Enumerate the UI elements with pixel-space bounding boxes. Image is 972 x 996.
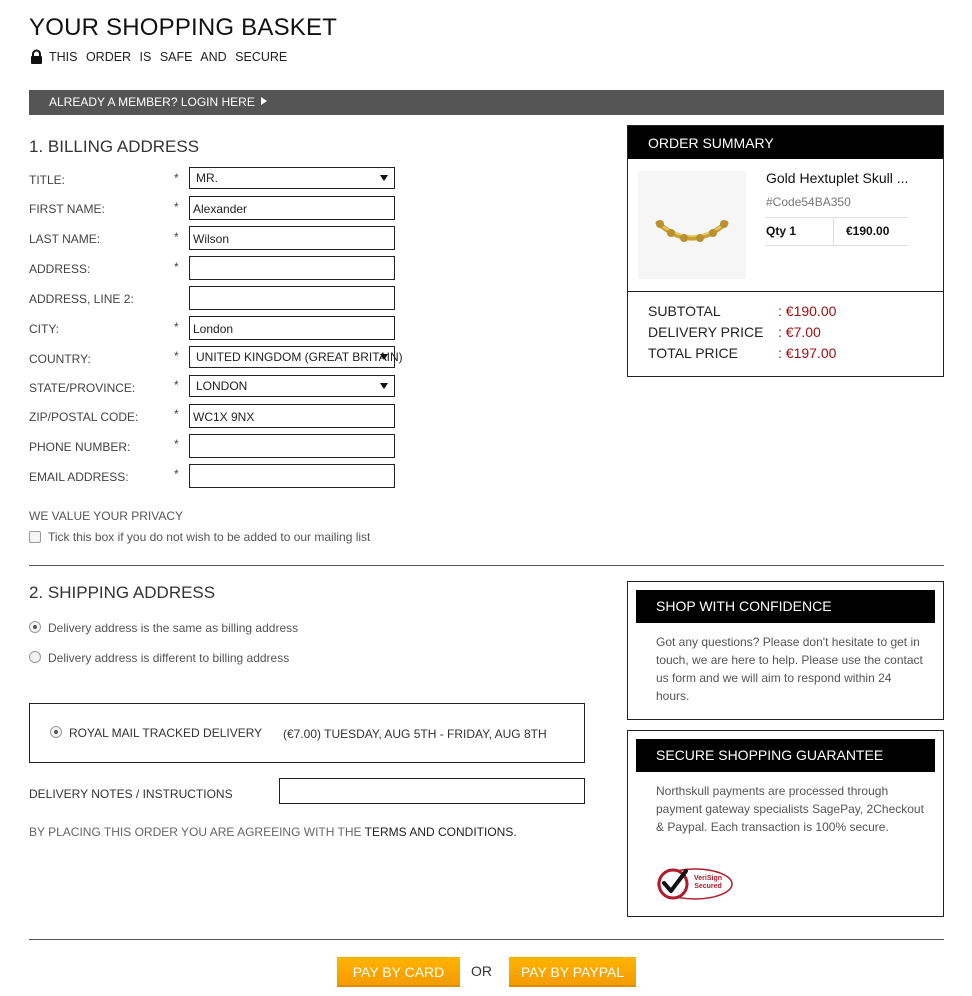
- country-label: COUNTRY:: [29, 352, 91, 366]
- required-mark: *: [174, 260, 179, 274]
- secure-text: THIS ORDER IS SAFE AND SECURE: [49, 50, 288, 64]
- verisign-badge[interactable]: [656, 867, 734, 901]
- royal-mail-radio[interactable]: [50, 726, 62, 738]
- pay-by-card-button[interactable]: PAY BY CARD: [337, 957, 460, 987]
- order-summary: [627, 125, 944, 377]
- terms-link[interactable]: TERMS AND CONDITIONS.: [364, 825, 517, 839]
- mailing-list-label: Tick this box if you do not wish to be added to our mailing list: [48, 530, 371, 544]
- pay-by-paypal-button[interactable]: PAY BY PAYPAL: [509, 957, 636, 987]
- email-label: EMAIL ADDRESS:: [29, 470, 129, 484]
- state-select[interactable]: [189, 375, 395, 397]
- address2-label: ADDRESS, LINE 2:: [29, 292, 134, 306]
- verisign-line2: Secured: [694, 883, 722, 890]
- product-image[interactable]: [638, 171, 746, 279]
- required-mark: *: [174, 320, 179, 334]
- subtotal-value: : €190.00: [778, 303, 837, 319]
- order-summary-title: ORDER SUMMARY: [628, 126, 943, 159]
- delivery-price-label: DELIVERY PRICE: [648, 324, 764, 340]
- bracelet-icon: [638, 171, 746, 279]
- subtotal-label: SUBTOTAL: [648, 303, 721, 319]
- required-mark: *: [174, 200, 179, 214]
- or-separator: OR: [471, 963, 492, 979]
- summary-divider: [628, 291, 943, 292]
- section-divider: [29, 565, 944, 566]
- same-address-label: Delivery address is the same as billing address: [48, 621, 299, 635]
- guarantee-box: [627, 730, 944, 917]
- qty-price-divider: [833, 218, 834, 245]
- country-select[interactable]: [189, 346, 403, 368]
- product-name[interactable]: Gold Hextuplet Skull ...: [766, 170, 909, 186]
- total-price-label: TOTAL PRICE: [648, 345, 738, 361]
- city-label: CITY:: [29, 322, 60, 336]
- confidence-box: [627, 581, 944, 720]
- last-name-label: LAST NAME:: [29, 232, 101, 246]
- required-mark: *: [174, 467, 179, 481]
- product-price: €190.00: [846, 224, 890, 238]
- required-mark: *: [174, 230, 179, 244]
- different-address-radio[interactable]: [29, 651, 41, 663]
- confidence-text: Got any questions? Please don't hesitate to get in touch, we are here to help. Please use the contact us form and we will aim to respond within 24 hours.: [656, 635, 923, 703]
- page-title: YOUR SHOPPING BASKET: [29, 14, 338, 41]
- delivery-price-value: : €7.00: [778, 324, 821, 340]
- title-select-value: MR.: [196, 171, 218, 185]
- required-mark: *: [174, 407, 179, 421]
- delivery-method-box: [29, 703, 585, 763]
- required-mark: *: [174, 171, 179, 185]
- caret-down-icon: [380, 383, 388, 389]
- lock-icon: [30, 50, 43, 64]
- product-code: #Code54BA350: [766, 195, 851, 209]
- last-name-field[interactable]: Wilson: [189, 226, 395, 250]
- delivery-method-detail: (€7.00) TUESDAY, AUG 5TH - FRIDAY, AUG 8TH: [283, 727, 547, 741]
- email-field[interactable]: [189, 464, 395, 488]
- product-qty: Qty 1: [766, 224, 797, 238]
- address2-field[interactable]: [189, 286, 395, 310]
- phone-field[interactable]: [189, 434, 395, 458]
- footer-divider: [29, 939, 944, 940]
- terms-prefix: BY PLACING THIS ORDER YOU ARE AGREEING WITH THE: [29, 825, 365, 839]
- delivery-notes-label: DELIVERY NOTES / INSTRUCTIONS: [29, 787, 233, 801]
- privacy-title: WE VALUE YOUR PRIVACY: [29, 509, 184, 523]
- caret-down-icon: [380, 354, 388, 360]
- delivery-method-name: ROYAL MAIL TRACKED DELIVERY: [69, 726, 263, 740]
- arrow-right-icon: [261, 97, 267, 105]
- verisign-line1: VeriSign: [693, 875, 722, 882]
- verisign-label: [691, 875, 725, 891]
- secure-notice: [30, 50, 287, 64]
- title-select[interactable]: [189, 167, 395, 189]
- product-divider: [766, 217, 908, 218]
- required-mark: *: [174, 378, 179, 392]
- required-mark: *: [174, 437, 179, 451]
- state-label: STATE/PROVINCE:: [29, 381, 136, 395]
- same-address-radio[interactable]: [29, 621, 41, 633]
- caret-down-icon: [380, 175, 388, 181]
- zip-label: ZIP/POSTAL CODE:: [29, 410, 139, 424]
- guarantee-title: SECURE SHOPPING GUARANTEE: [636, 739, 935, 772]
- different-address-label: Delivery address is different to billing address: [48, 651, 290, 665]
- confidence-title: SHOP WITH CONFIDENCE: [636, 590, 935, 623]
- member-login-label: ALREADY A MEMBER? LOGIN HERE: [49, 95, 255, 109]
- address-label: ADDRESS:: [29, 262, 91, 276]
- product-divider: [766, 245, 908, 246]
- first-name-label: FIRST NAME:: [29, 202, 105, 216]
- total-price-value: : €197.00: [778, 345, 837, 361]
- address-field[interactable]: [189, 256, 395, 280]
- billing-title: 1. BILLING ADDRESS: [29, 137, 200, 156]
- member-login-link[interactable]: [29, 90, 944, 115]
- title-label: TITLE:: [29, 173, 66, 187]
- first-name-field[interactable]: Alexander: [189, 196, 395, 220]
- terms-notice: [29, 825, 517, 839]
- state-select-value: LONDON: [196, 379, 248, 393]
- phone-label: PHONE NUMBER:: [29, 440, 131, 454]
- city-field[interactable]: London: [189, 316, 395, 340]
- zip-field[interactable]: WC1X 9NX: [189, 404, 395, 428]
- guarantee-text: Northskull payments are processed through payment gateway specialists SagePay, 2Checkout & Paypal. Each transaction is 100% secure.: [656, 784, 924, 834]
- shipping-title: 2. SHIPPING ADDRESS: [29, 583, 216, 602]
- delivery-notes-field[interactable]: [279, 778, 585, 804]
- mailing-list-checkbox[interactable]: [29, 531, 41, 543]
- country-select-value: UNITED KINGDOM (GREAT BRITAIN): [196, 350, 403, 364]
- required-mark: *: [174, 349, 179, 363]
